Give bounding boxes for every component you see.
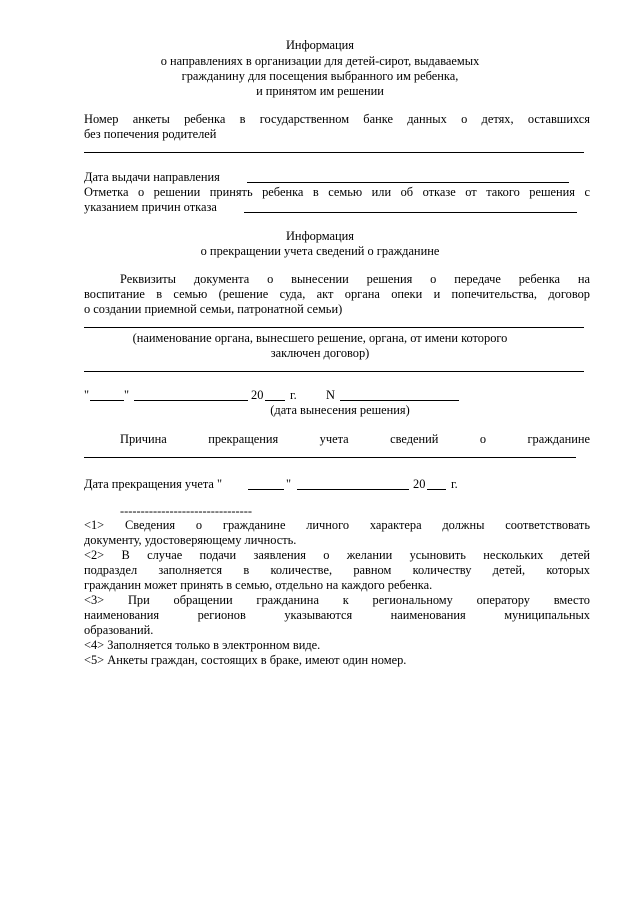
termination-date-year-prefix: 20 (413, 477, 426, 491)
termination-title: Информация (285, 229, 355, 243)
page-subtitle-line-2: гражданину для посещения выбранного им ребенка, (181, 69, 459, 83)
decision-date-day-field[interactable] (90, 400, 124, 401)
page-title: Информация (285, 38, 355, 52)
document-details-field[interactable] (84, 327, 584, 328)
decision-date-month-field[interactable] (134, 400, 248, 401)
termination-date-year-field[interactable] (427, 489, 446, 490)
footnote-3-line-2: наименования регионов указываются наименования муниципальных (84, 608, 590, 622)
organ-name-note-line-1: (наименование органа, вынесшего решение, органа, от имени которого (132, 331, 508, 345)
organ-name-field[interactable] (84, 371, 584, 372)
page-subtitle-line-3: и принятом им решении (256, 84, 384, 98)
decision-number-field[interactable] (340, 400, 459, 401)
child-profile-number-field[interactable] (84, 152, 584, 153)
decision-date-year-suffix: г. (290, 388, 297, 402)
decision-date-year-prefix: 20 (251, 388, 264, 402)
referral-date-field[interactable] (247, 182, 569, 183)
footnote-1-line-2: документу, удостоверяющему личность. (84, 533, 297, 547)
organ-name-note-line-2: заключен договор) (270, 346, 370, 360)
footnote-2-line-1: <2> В случае подачи заявления о желании усыновить нескольких детей (84, 548, 590, 562)
decision-label-line-2: указанием причин отказа (84, 200, 217, 214)
footnote-separator: -------------------------------- (120, 504, 253, 518)
termination-date-label: Дата прекращения учета " (84, 477, 223, 491)
decision-date-quote-open: " (84, 388, 90, 402)
termination-date-year-suffix: г. (451, 477, 458, 491)
document-details-line-1: Реквизиты документа о вынесении решения о передаче ребенка на (120, 272, 590, 286)
document-details-line-3: о создании приемной семьи, патронатной семьи) (84, 302, 343, 316)
footnote-3-line-3: образований. (84, 623, 154, 637)
footnote-2-line-3: гражданин может принять в семью, отдельно на каждого ребенка. (84, 578, 433, 592)
page-subtitle-line-1: о направлениях в организации для детей-сирот, выдаваемых (160, 54, 480, 68)
reason-word-4: сведений (390, 432, 439, 446)
footnote-1-line-1: <1> Сведения о гражданине личного характера должны соответствовать (84, 518, 590, 532)
reason-word-2: прекращения (208, 432, 279, 446)
decision-date-note: (дата вынесения решения) (270, 403, 410, 417)
footnote-3-line-1: <3> При обращении гражданина к региональному оператору вместо (84, 593, 590, 607)
decision-reason-field[interactable] (244, 212, 577, 213)
document-details-line-2: воспитание в семью (решение суда, акт органа опеки и попечительства, договор (84, 287, 590, 301)
reason-word-5: о (479, 432, 487, 446)
decision-date-year-field[interactable] (265, 400, 285, 401)
termination-date-day-field[interactable] (248, 489, 284, 490)
termination-date-quote-close: " (286, 477, 292, 491)
reason-word-3: учета (319, 432, 349, 446)
referral-date-label: Дата выдачи направления (84, 170, 220, 184)
termination-date-month-field[interactable] (297, 489, 409, 490)
footnote-5: <5> Анкеты граждан, состоящих в браке, имеют один номер. (84, 653, 407, 667)
termination-reason-label (120, 432, 590, 446)
decision-number-sign: N (326, 388, 335, 402)
child-profile-label-line-2: без попечения родителей (84, 127, 217, 141)
footnote-4: <4> Заполняется только в электронном виде. (84, 638, 321, 652)
termination-reason-field[interactable] (84, 457, 576, 458)
decision-label-line-1: Отметка о решении принять ребенка в семью или об отказе от такого решения с (84, 185, 590, 199)
reason-word-1: Причина (120, 432, 167, 446)
decision-date-quote-close: " (124, 388, 130, 402)
footnote-2-line-2: подраздел заполняется в количестве, равном количеству детей, которых (84, 563, 590, 577)
reason-word-6: гражданине (527, 432, 590, 446)
child-profile-label-line-1: Номер анкеты ребенка в государственном банке данных о детях, оставшихся (84, 112, 590, 126)
termination-subtitle: о прекращении учета сведений о гражданине (200, 244, 440, 258)
